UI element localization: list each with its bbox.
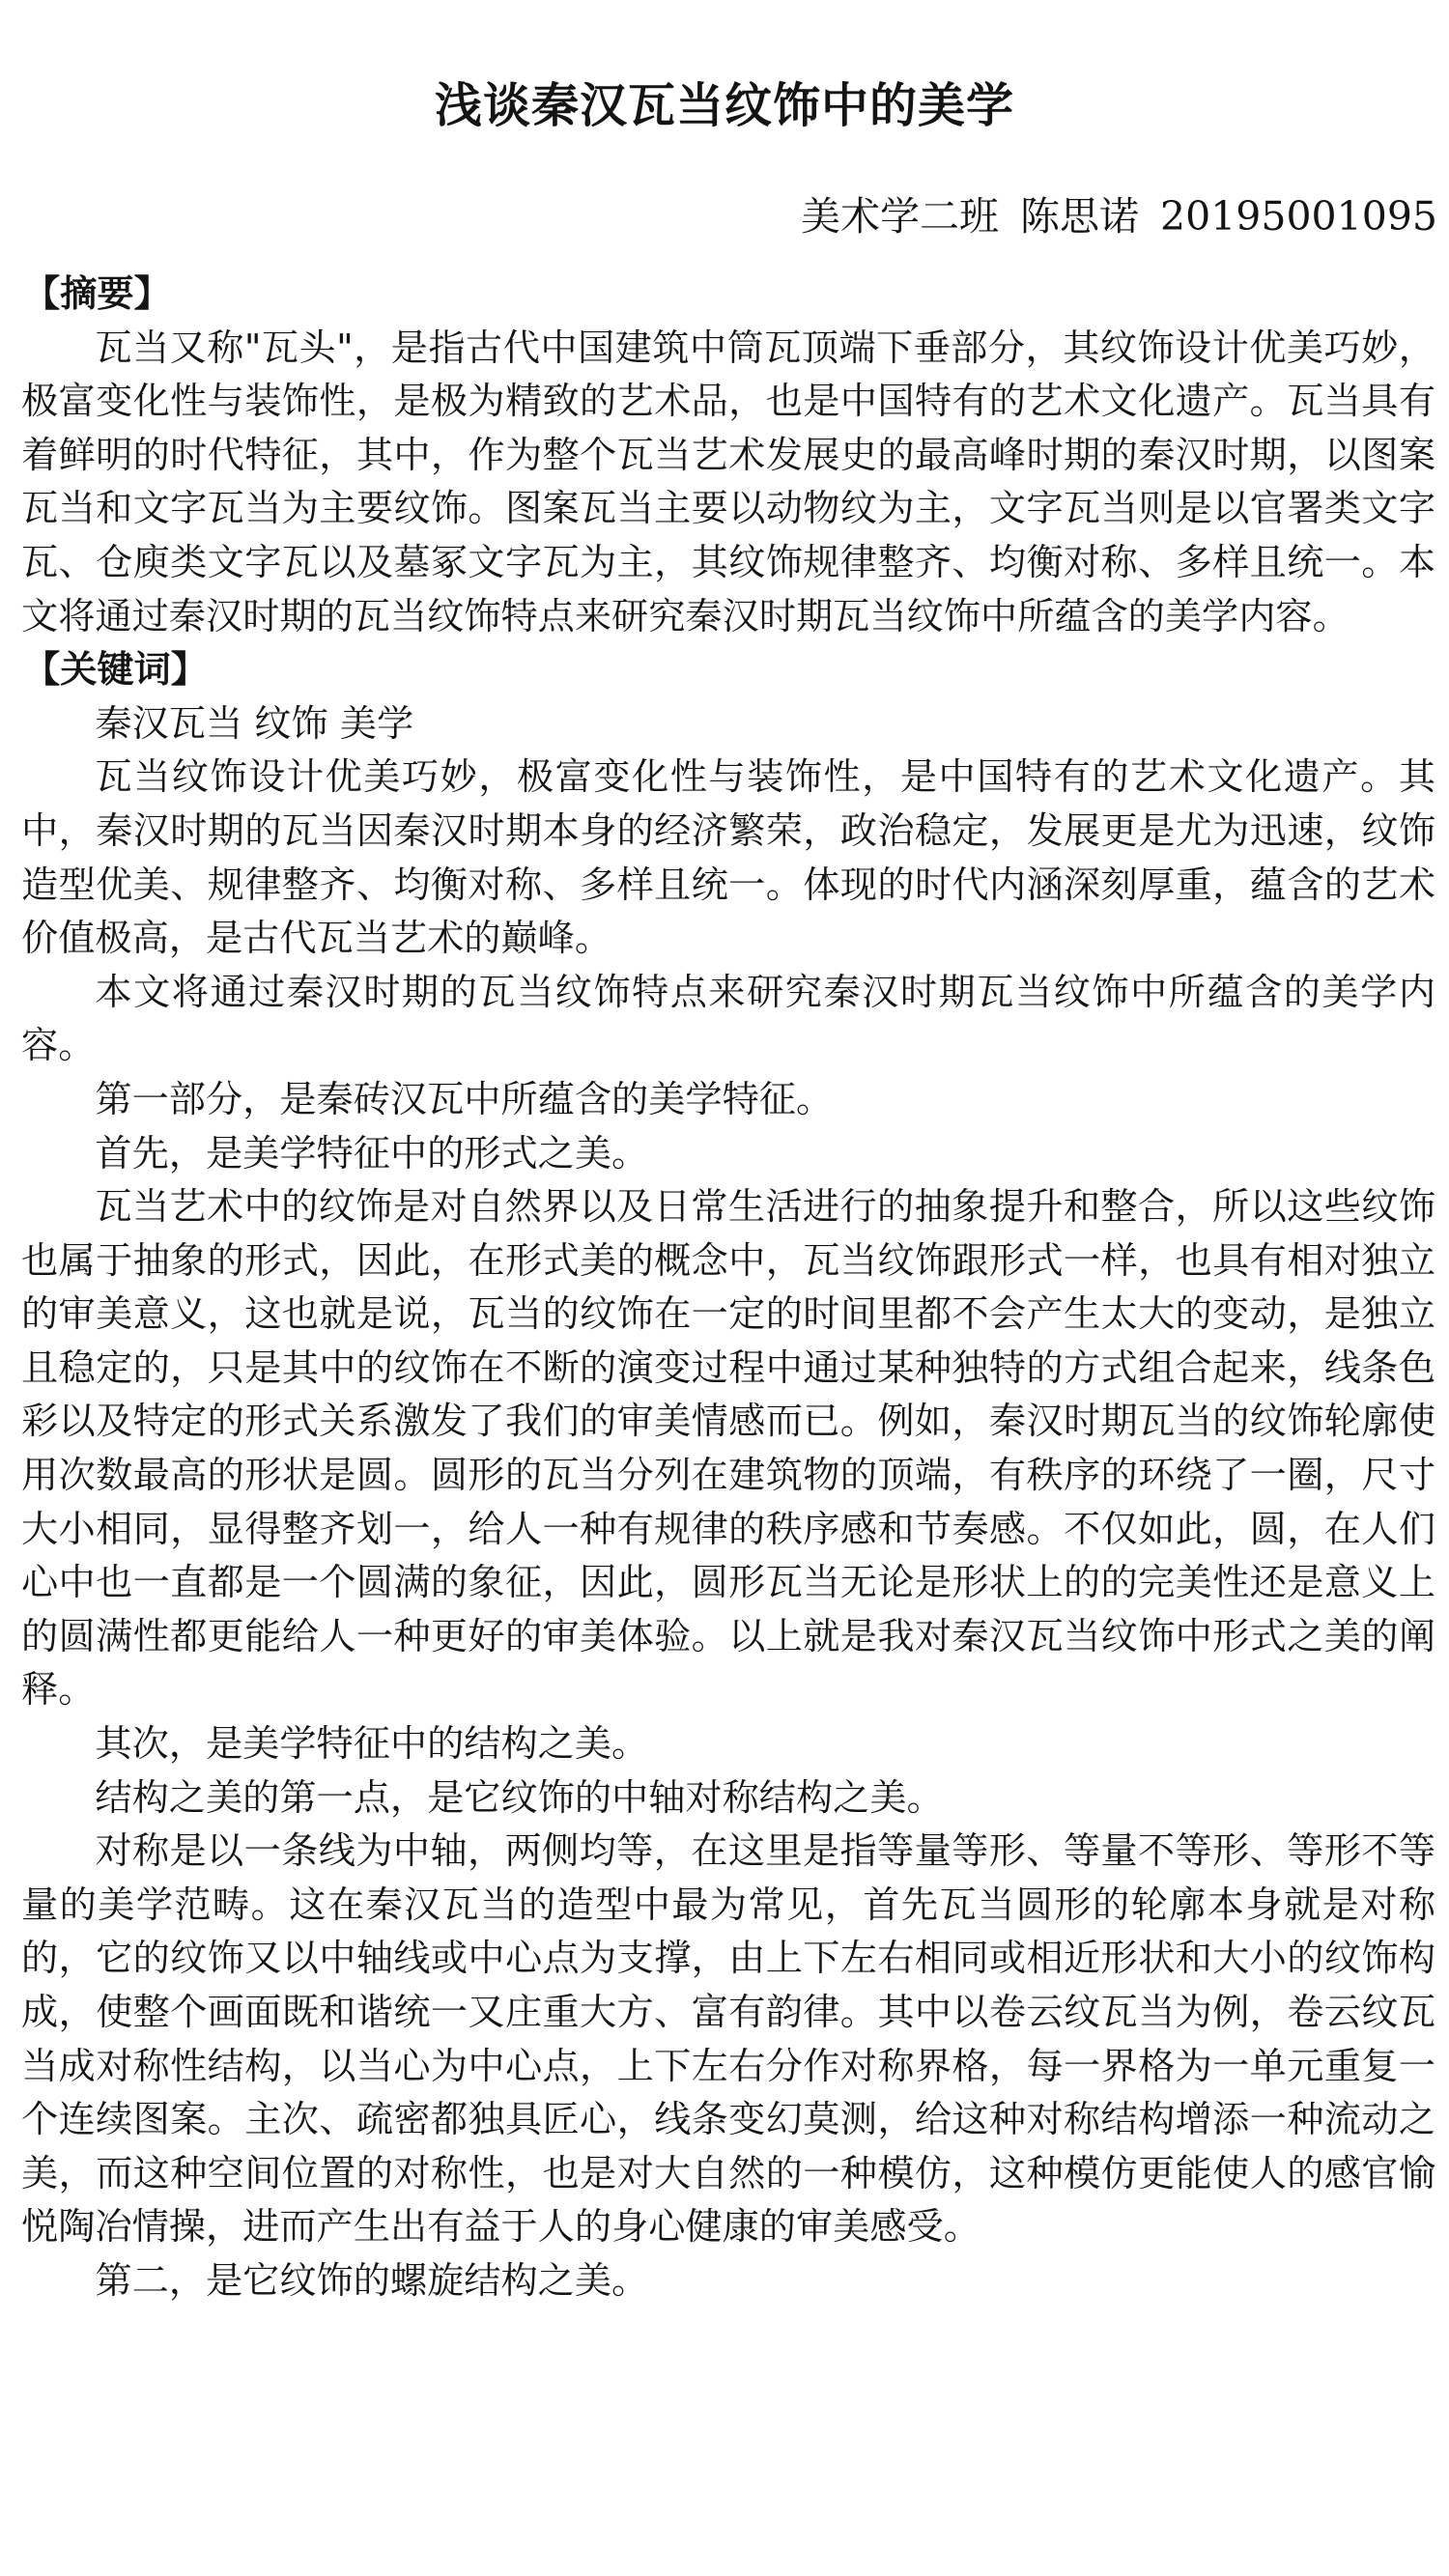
keywords-heading: 【关键词】 <box>23 649 208 693</box>
body-paragraph: 第一部分，是秦砖汉瓦中所蕴含的美学特征。 <box>95 1078 834 1121</box>
body-paragraph: 第二，是它纹饰的螺旋结构之美。 <box>95 2259 649 2303</box>
keywords-line: 秦汉瓦当 纹饰 美学 <box>95 702 414 746</box>
abstract-heading: 【摘要】 <box>23 273 171 316</box>
document-body <box>21 269 1435 2309</box>
body-paragraph: 其次，是美学特征中的结构之美。 <box>95 1723 649 1767</box>
author-name: 陈思诺 <box>1020 193 1140 240</box>
class-name: 美术学二班 <box>801 193 1000 240</box>
author-byline <box>780 189 1437 243</box>
body-paragraph: 首先，是美学特征中的形式之美。 <box>95 1132 649 1175</box>
body-paragraph: 对称是以一条线为中轴，两侧均等，在这里是指等量等形、等量不等形、等形不等量的美学范畴。这在秦汉瓦当的造型中最为常见，首先瓦当圆形的轮廓本身就是对称的，它的纹饰又以中轴线或中心点为支撑，由上下左右相同或相近形状和大小的纹饰构成，使整个画面既和谐统一又庄重大方、富有韵律。其中以卷云纹瓦当为例，卷云纹瓦当成对称性结构，以当心为中心点，上下左右分作对称界格，每一界格为一单元重复一个连续图案。主次、疏密都独具匠心，线条变幻莫测，给这种对称结构增添一种流动之美，而这种空间位置的对称性，也是对大自然的一种模仿，这种模仿更能使人的感官愉悦陶冶情操，进而产生出有益于人的身心健康的审美感受。 <box>21 1830 1435 2250</box>
body-paragraph: 瓦当艺术中的纹饰是对自然界以及日常生活进行的抽象提升和整合，所以这些纹饰也属于抽象的形式，因此，在形式美的概念中，瓦当纹饰跟形式一样，也具有相对独立的审美意义，这也就是说，瓦当的纹饰在一定的时间里都不会产生太大的变动，是独立且稳定的，只是其中的纹饰在不断的演变过程中通过某种独特的方式组合起来，线条色彩以及特定的形式关系激发了我们的审美情感而已。例如，秦汉时期瓦当的纹饰轮廓使用次数最高的形状是圆。圆形的瓦当分列在建筑物的顶端，有秩序的环绕了一圈，尺寸大小相同，显得整齐划一，给人一种有规律的秩序感和节奏感。不仅如此，圆，在人们心中也一直都是一个圆满的象征，因此，圆形瓦当无论是形状上的的完美性还是意义上的圆满性都更能给人一种更好的审美体验。以上就是我对秦汉瓦当纹饰中形式之美的阐释。 <box>21 1186 1435 1713</box>
body-paragraph: 本文将通过秦汉时期的瓦当纹饰特点来研究秦汉时期瓦当纹饰中所蕴含的美学内容。 <box>21 971 1435 1068</box>
body-paragraph: 结构之美的第一点，是它纹饰的中轴对称结构之美。 <box>95 1776 944 1820</box>
abstract-paragraph: 瓦当又称"瓦头"，是指古代中国建筑中筒瓦顶端下垂部分，其纹饰设计优美巧妙，极富变化性与装饰性，是极为精致的艺术品，也是中国特有的艺术文化遗产。瓦当具有着鲜明的时代特征，其中，作为整个瓦当艺术发展史的最高峰时期的秦汉时期，以图案瓦当和文字瓦当为主要纹饰。图案瓦当主要以动物纹为主，文字瓦当则是以官署类文字瓦、仓庾类文字瓦以及墓冢文字瓦为主，其纹饰规律整齐、均衡对称、多样且统一。本文将通过秦汉时期的瓦当纹饰特点来研究秦汉时期瓦当纹饰中所蕴含的美学内容。 <box>21 326 1435 638</box>
body-paragraph: 瓦当纹饰设计优美巧妙，极富变化性与装饰性，是中国特有的艺术文化遗产。其中，秦汉时期的瓦当因秦汉时期本身的经济繁荣，政治稳定，发展更是尤为迅速，纹饰造型优美、规律整齐、均衡对称、多样且统一。体现的时代内涵深刻厚重，蕴含的艺术价值极高，是古代瓦当艺术的巅峰。 <box>21 756 1435 961</box>
student-id: 20195001095 <box>1160 193 1437 240</box>
document-title: 浅谈秦汉瓦当纹饰中的美学 <box>434 78 1014 133</box>
